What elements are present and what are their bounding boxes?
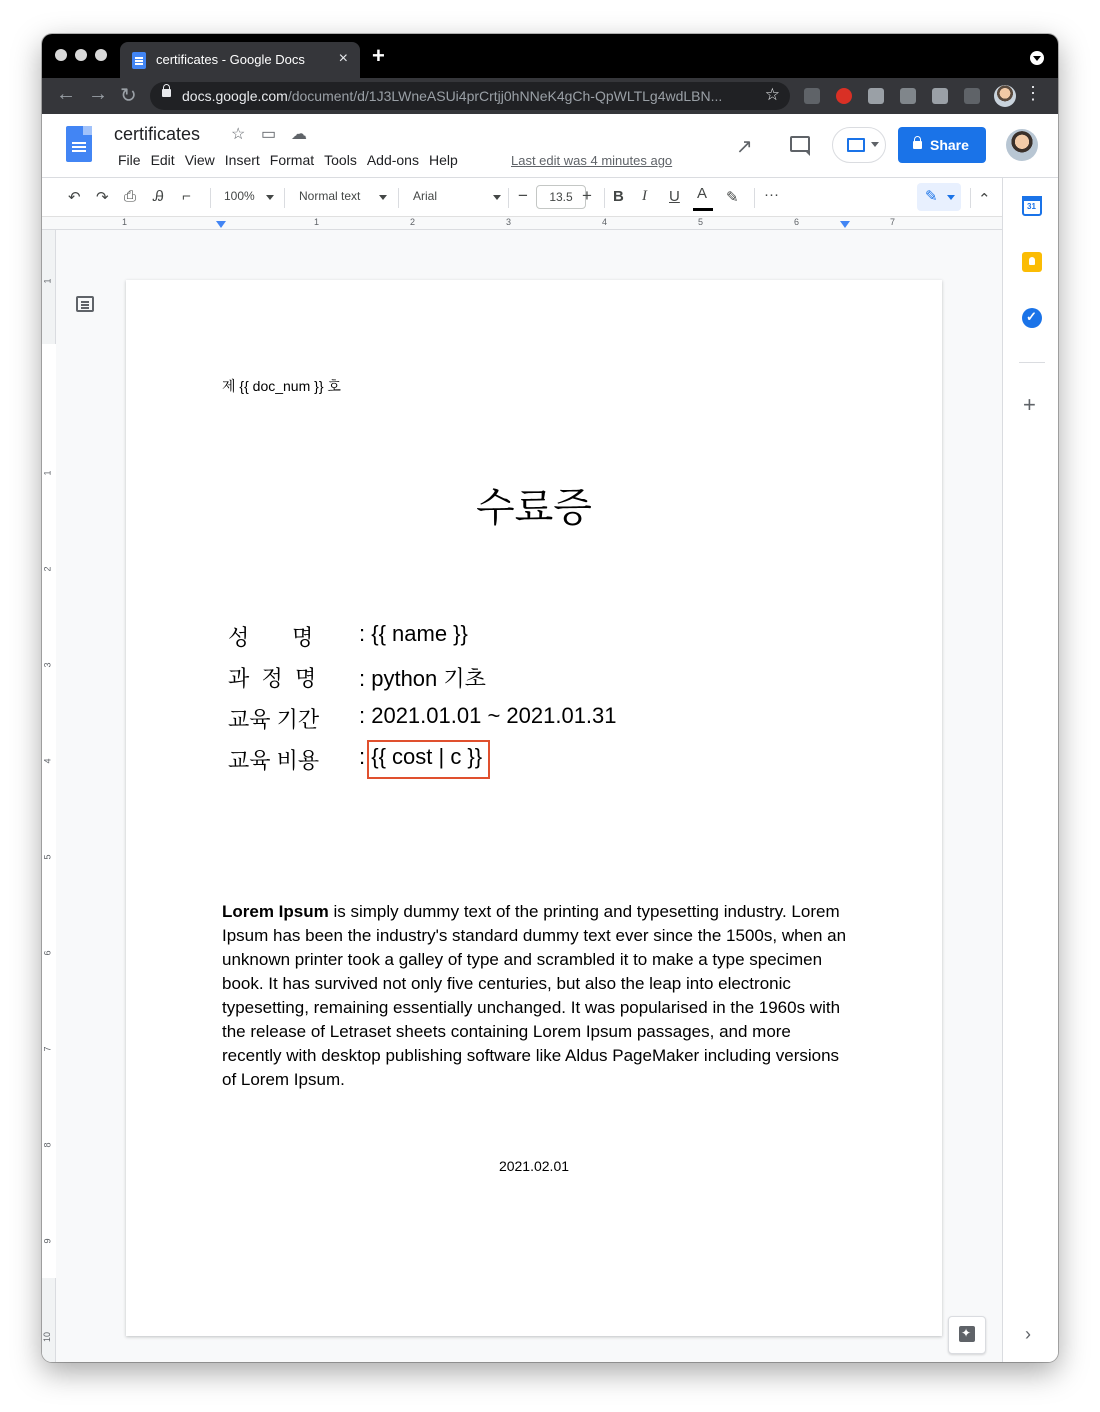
lock-icon: [162, 89, 171, 97]
bold-button[interactable]: B: [613, 188, 624, 205]
vertical-ruler[interactable]: [42, 230, 56, 1362]
docs-logo-icon[interactable]: [66, 126, 92, 162]
divider: [754, 188, 755, 208]
decrease-font-size-button[interactable]: −: [518, 186, 528, 205]
ruler-number: 8: [42, 1142, 53, 1148]
left-indent-marker[interactable]: [216, 221, 226, 228]
certificate-heading: 수료증: [476, 486, 592, 530]
ruler-number: 10: [42, 1331, 53, 1343]
browser-toolbar: [42, 78, 1058, 114]
ruler-number: 1: [42, 470, 53, 476]
ruler-number: 4: [42, 758, 53, 764]
menu-insert[interactable]: Insert: [224, 152, 260, 168]
font-size-input[interactable]: 13.5: [536, 185, 586, 209]
ruler-number: 7: [890, 217, 896, 227]
document-outline-icon[interactable]: [76, 296, 94, 312]
camera-icon[interactable]: [868, 88, 884, 104]
italic-button[interactable]: I: [642, 188, 647, 204]
ruler-number: 3: [506, 217, 512, 227]
redo-icon[interactable]: ↷: [96, 189, 109, 206]
spellcheck-icon[interactable]: Ꭿ: [153, 188, 164, 205]
paint-format-icon[interactable]: ⌐: [182, 188, 191, 205]
right-indent-marker[interactable]: [840, 221, 850, 228]
activity-dashboard-icon[interactable]: ↗: [736, 136, 753, 158]
divider: [604, 188, 605, 208]
editing-mode-button[interactable]: [917, 183, 961, 211]
tab-close-icon[interactable]: ×: [338, 50, 348, 67]
document-number: 제 {{ doc_num }} 호: [222, 378, 341, 394]
horizontal-ruler[interactable]: [42, 216, 1002, 230]
ruler-number: 1: [314, 217, 320, 227]
divider: [970, 188, 971, 208]
ruler-number: 6: [794, 217, 800, 227]
field-value-course: : python 기초: [359, 666, 486, 691]
format-toolbar: [42, 178, 1002, 216]
docs-favicon-icon: [132, 52, 146, 69]
pencil-icon: ✎: [925, 188, 938, 205]
extension-red-icon[interactable]: [836, 88, 852, 104]
ruler-number: 2: [410, 217, 416, 227]
divider: [1019, 362, 1045, 363]
field-label-period: 교육 기간: [228, 707, 320, 732]
url-text[interactable]: docs.google.com/document/d/1J3LWneASUi4prCrtjj0hNNeK4gCh-QpWLTLg4wdLBN...: [182, 88, 723, 104]
star-icon[interactable]: ☆: [231, 126, 246, 143]
comment-history-icon[interactable]: [790, 136, 810, 152]
puzzle-icon[interactable]: [932, 88, 948, 104]
chevron-down-icon: [947, 195, 955, 200]
share-label: Share: [930, 137, 969, 153]
tab-search-icon[interactable]: [1030, 51, 1044, 65]
menu-edit[interactable]: Edit: [150, 152, 175, 168]
cloud-status-icon[interactable]: ☁: [291, 126, 307, 143]
tab-strip: [42, 34, 1058, 78]
share-button[interactable]: [898, 127, 986, 163]
zoom-select[interactable]: 100%: [224, 189, 255, 203]
ruler-number: 7: [42, 1046, 53, 1052]
chevron-down-icon: [379, 195, 387, 200]
browser-window: [42, 34, 1058, 1362]
font-select[interactable]: Arial: [413, 189, 438, 203]
ruler-number: 3: [42, 662, 53, 668]
extension-square-icon[interactable]: [900, 88, 916, 104]
show-side-panel-button[interactable]: ›: [1025, 1324, 1031, 1344]
divider: [398, 188, 399, 208]
ruler-number: 5: [698, 217, 704, 227]
menu-format[interactable]: Format: [269, 152, 315, 168]
increase-font-size-button[interactable]: +: [582, 186, 592, 205]
chevron-down-icon: [266, 195, 274, 200]
menu-view[interactable]: View: [184, 152, 215, 168]
underline-button[interactable]: U: [669, 188, 680, 205]
address-bar[interactable]: [150, 82, 790, 110]
present-icon: [847, 138, 865, 152]
browser-menu-icon[interactable]: ⋮: [1024, 83, 1042, 103]
undo-icon[interactable]: ↶: [68, 189, 81, 206]
tab-title: certificates - Google Docs: [156, 52, 305, 67]
text-color-swatch: [693, 208, 713, 211]
explore-button[interactable]: [948, 1316, 986, 1354]
more-options-button[interactable]: ···: [764, 186, 779, 203]
field-label-name: 성 명: [228, 625, 314, 650]
field-label-cost: 교육 비용: [228, 748, 320, 773]
calendar-icon[interactable]: [1022, 196, 1042, 216]
ruler-number: 5: [42, 854, 53, 860]
ruler-number: 6: [42, 950, 53, 956]
get-addons-button[interactable]: +: [1023, 392, 1036, 417]
menu-help[interactable]: Help: [428, 152, 458, 168]
field-value-name: : {{ name }}: [359, 621, 468, 646]
browser-tab[interactable]: [120, 42, 360, 78]
cost-highlight-box: [367, 740, 490, 779]
document-title[interactable]: certificates: [114, 124, 201, 144]
issue-date: 2021.02.01: [498, 1158, 570, 1174]
highlight-color-icon[interactable]: ✎: [726, 189, 739, 206]
forward-button[interactable]: →: [88, 83, 108, 105]
menu-tools[interactable]: Tools: [324, 152, 357, 168]
close-window-button[interactable]: [55, 49, 67, 61]
zoom-window-button[interactable]: [95, 49, 107, 61]
body-bold-text: Lorem Ipsum: [222, 902, 329, 921]
field-value-cost: : {{ cost | c }}: [359, 744, 483, 769]
back-button[interactable]: ←: [56, 83, 76, 105]
document-page[interactable]: [126, 280, 942, 1336]
extension-home-icon[interactable]: [804, 88, 820, 104]
reload-button[interactable]: ↻: [120, 85, 137, 107]
ruler-number: 4: [602, 217, 608, 227]
minimize-window-button[interactable]: [75, 49, 87, 61]
divider: [508, 188, 509, 208]
chevron-down-icon: [871, 142, 879, 147]
divider: [284, 188, 285, 208]
ruler-number: 1: [42, 278, 53, 284]
field-label-course: 과 정 명: [228, 666, 317, 691]
hide-menus-button[interactable]: ⌃: [978, 191, 991, 208]
bookmark-star-icon[interactable]: ☆: [764, 85, 780, 104]
menu-addons[interactable]: Add-ons: [366, 152, 419, 168]
ruler-number: 2: [42, 566, 53, 572]
style-select[interactable]: Normal text: [299, 189, 361, 203]
ruler-number: 1: [122, 217, 128, 227]
print-icon[interactable]: ⎙: [124, 188, 137, 205]
keep-icon[interactable]: [1022, 252, 1042, 272]
browser-profile-avatar[interactable]: [994, 85, 1016, 107]
docs-header: [42, 114, 1058, 178]
present-button[interactable]: [832, 127, 886, 163]
user-avatar[interactable]: [1006, 129, 1038, 161]
body-text: is simply dummy text of the printing and typesetting industry. Lorem Ipsum has been the industry's standard dummy text ever since the 1500s, when an unknown printer took a galley of type and scrambled it to make a type specimen book. It has survived not only five centuries, but also the leap into electronic typesetting, remaining essentially unchanged. It was popularised in the 1960s with the release of Letraset sheets containing Lorem Ipsum passages, and more recently with desktop publishing software like Aldus PageMaker including versions of Lorem Ipsum.: [222, 902, 847, 1089]
menu-bar: [113, 152, 463, 168]
ruler-number: 9: [42, 1238, 53, 1244]
document-canvas: [42, 230, 1002, 1362]
tasks-icon[interactable]: [1022, 308, 1042, 328]
lock-icon: [913, 141, 922, 149]
new-tab-button[interactable]: +: [372, 43, 385, 68]
text-color-button[interactable]: A: [697, 185, 708, 202]
move-folder-icon[interactable]: ▭: [261, 126, 277, 143]
field-value-period: : 2021.01.01 ~ 2021.01.31: [359, 703, 617, 728]
media-control-icon[interactable]: [964, 88, 980, 104]
last-edit-link[interactable]: Last edit was 4 minutes ago: [511, 153, 673, 168]
side-panel: [1002, 178, 1058, 1362]
menu-file[interactable]: File: [118, 152, 141, 168]
vertical-ruler-active: [42, 344, 56, 1278]
body-paragraph: [222, 900, 852, 1092]
chevron-down-icon: [493, 195, 501, 200]
divider: [210, 188, 211, 208]
